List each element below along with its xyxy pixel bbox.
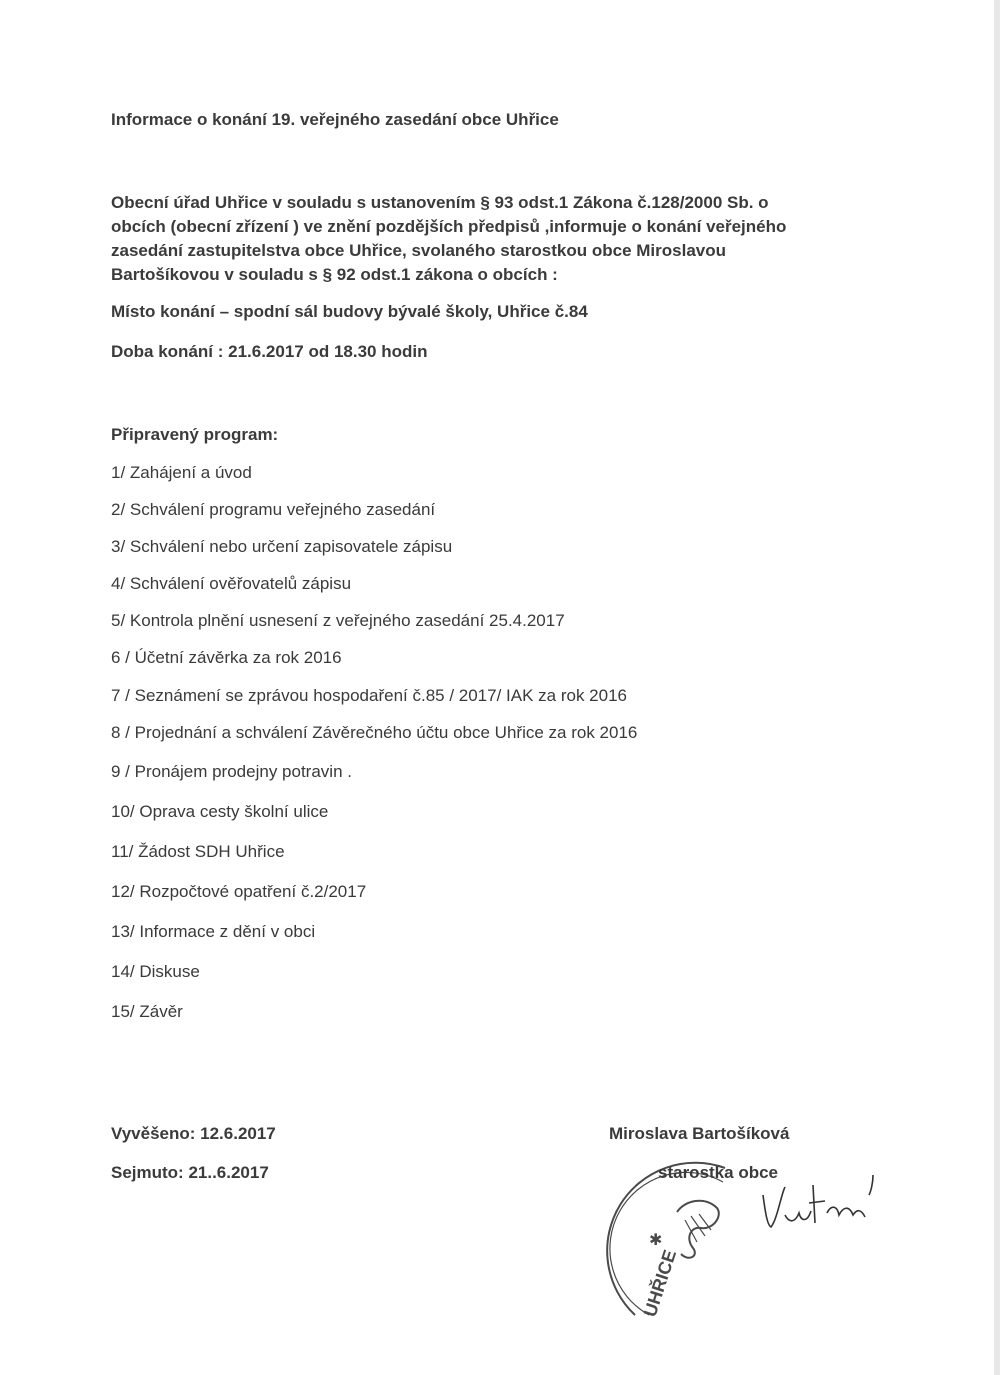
meeting-time: Doba konání : 21.6.2017 od 18.30 hodin bbox=[111, 342, 428, 361]
program-item: 15/ Závěr bbox=[111, 1002, 183, 1021]
program-item: 7 / Seznámení se zprávou hospodaření č.85 / 2017/ IAK za rok 2016 bbox=[111, 686, 627, 705]
program-item: 2/ Schválení programu veřejného zasedání bbox=[111, 500, 436, 519]
program-item: 3/ Schválení nebo určení zapisovatele zápisu bbox=[111, 537, 453, 556]
program-item: 4/ Schválení ověřovatelů zápisu bbox=[111, 574, 352, 593]
program-item: 8 / Projednání a schválení Závěrečného účtu obce Uhřice za rok 2016 bbox=[111, 723, 638, 742]
handwritten-signature bbox=[755, 1165, 885, 1245]
program-item: 12/ Rozpočtové opatření č.2/2017 bbox=[111, 882, 367, 901]
program-item: 13/ Informace z dění v obci bbox=[111, 922, 316, 941]
scan-edge bbox=[994, 0, 1000, 1375]
program-item: 11/ Žádost SDH Uhřice bbox=[111, 842, 285, 861]
posted-date: Vyvěšeno: 12.6.2017 bbox=[111, 1124, 276, 1143]
document-title: Informace o konání 19. veřejného zasedání obce Uhřice bbox=[111, 110, 559, 129]
signatory-role: starostka obce bbox=[658, 1163, 778, 1182]
program-item: 1/ Zahájení a úvod bbox=[111, 463, 252, 482]
program-item: 5/ Kontrola plnění usnesení z veřejného zasedání 25.4.2017 bbox=[111, 611, 565, 630]
signatory-name: Miroslava Bartošíková bbox=[609, 1124, 790, 1143]
intro-paragraph bbox=[111, 191, 871, 287]
meeting-place: Místo konání – spodní sál budovy bývalé školy, Uhřice č.84 bbox=[111, 302, 588, 321]
stamp-lettering: UHŘICE bbox=[639, 1247, 681, 1320]
removed-date: Sejmuto: 21..6.2017 bbox=[111, 1163, 269, 1182]
program-item: 10/ Oprava cesty školní ulice bbox=[111, 802, 329, 821]
intro-line: zasedání zastupitelstva obce Uhřice, svolaného starostkou obce Miroslavou bbox=[111, 241, 727, 260]
intro-line: Obecní úřad Uhřice v souladu s ustanovením § 93 odst.1 Zákona č.128/2000 Sb. o bbox=[111, 193, 769, 212]
program-heading: Připravený program: bbox=[111, 425, 279, 444]
program-item: 9 / Pronájem prodejny potravin . bbox=[111, 762, 352, 781]
intro-line: Bartošíkovou v souladu s § 92 odst.1 zákona o obcích : bbox=[111, 265, 558, 284]
intro-line: obcích (obecní zřízení ) ve znění pozdějších předpisů ,informuje o konání veřejného bbox=[111, 217, 787, 236]
svg-text:✱: ✱ bbox=[649, 1232, 663, 1249]
program-item: 6 / Účetní závěrka za rok 2016 bbox=[111, 648, 342, 667]
program-item: 14/ Diskuse bbox=[111, 962, 200, 981]
